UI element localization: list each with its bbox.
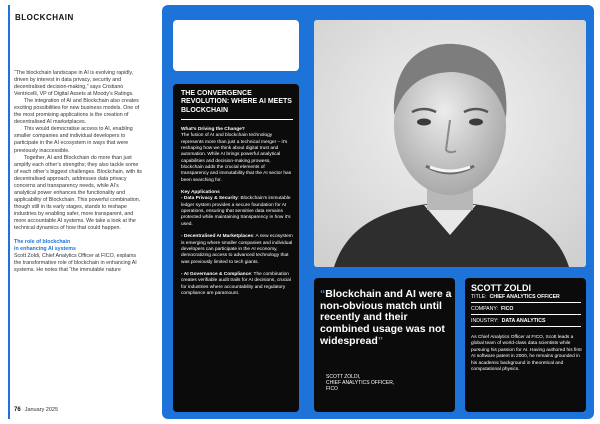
pull-quote	[320, 289, 452, 348]
blank-panel	[173, 20, 299, 71]
sidebar-item-label: - Decentralised AI Marketplaces	[181, 234, 254, 240]
bio-company-row	[471, 305, 581, 315]
sidebar-item-text: : Blockchain’s immutable ledger system provides a secure foundation for AI operations, ensuring that sensitive data remains protected while maintaining transparency in how it’s used.	[181, 196, 291, 227]
article-body	[14, 70, 142, 274]
subheading-line: in enhancing AI systems	[14, 246, 76, 253]
pull-quote-text: Blockchain and AI were a non-obvious match until recently and their combined usage was not widespread	[320, 288, 452, 347]
sidebar-text	[181, 127, 293, 297]
subheading-line: The role of blockchain	[14, 239, 71, 246]
sidebar-heading: Key Applications	[181, 190, 220, 196]
bio-label: TITLE:	[471, 294, 487, 300]
section-label: BLOCKCHAIN	[15, 13, 74, 22]
accent-rule	[8, 5, 10, 419]
sidebar-title: THE CONVERGENCE REVOLUTION: WHERE AI MEETS BLOCKCHAIN	[181, 90, 292, 114]
article-paragraph: “The blockchain landscape in AI is evolving rapidly, driven by interest in data privacy, security and decentralised decision-making,” says Cristiano Ventricelli, VP of Digital Assets at Moody’s Ratings.	[14, 70, 134, 98]
quote-attribution	[326, 374, 394, 392]
bio-industry-row	[471, 317, 581, 327]
article-paragraph: Scott Zoldi, Chief Analytics Officer at FICO, explains the transformative role of blockchain in enhancing AI systems. He notes that “the immutable nature	[14, 253, 137, 274]
bio-value: CHIEF ANALYTICS OFFICER	[489, 294, 560, 300]
sidebar-item	[181, 196, 293, 228]
close-quote-mark: ”	[377, 334, 384, 347]
attribution-company: FICO	[326, 386, 338, 392]
attribution-name: SCOTT ZOLDI,	[326, 374, 361, 380]
sidebar-item	[181, 234, 293, 266]
article-paragraph: This would democratise access to AI, enabling smaller companies and individual developers to participate in the AI ecosystem in ways that were previously inaccessible.	[14, 126, 133, 154]
attribution-role: CHIEF ANALYTICS OFFICER,	[326, 380, 395, 386]
divider	[181, 119, 293, 120]
article-paragraph: Together, AI and Blockchain do more than just amplify each other’s strengths; they also tackle some of each other’s biggest challenges. Blockchain, with its decentralised approach, addresses data privacy concerns and transparency needs, while AI’s analytical power enhances the functionality and applicability of Blockchain. This powerful combination, though still in its early stages, stands to reshape industries by enabling safer, more transparent, and more accountable AI systems. We take a look at the technical dynamics of how that could happen.	[14, 154, 142, 232]
bio-label: COMPANY:	[471, 306, 498, 312]
bio-name: SCOTT ZOLDI	[471, 283, 531, 293]
sidebar-item-text: : The combination creates verifiable audit trails for AI decisions, crucial for industries where accountability and regulatory compliance are paramount.	[181, 271, 291, 296]
open-quote-mark: “	[320, 288, 326, 300]
portrait-illustration	[314, 20, 586, 267]
bio-value: DATA ANALYTICS	[501, 318, 546, 324]
sidebar-paragraph: The fusion of AI and blockchain technology represents more than just a technical merger – it’s reshaping how we think about digital trust and automation. While AI brings powerful analytical capabilities and decision-making prowess, blockchain adds the crucial elements of transparency and immutability that the AI sector has been searching for.	[181, 133, 292, 183]
bio-value: FICO	[501, 306, 514, 312]
bio-label: INDUSTRY:	[471, 318, 499, 324]
article-paragraph: The integration of AI and Blockchain also creates exciting possibilities for new business models. One of the most promising applications is the creation of decentralised AI marketplaces.	[14, 98, 140, 126]
bio-title-row	[471, 293, 581, 303]
bio-text: As Chief Analytics Officer at FICO, Scott leads a global team of world-class data scientists while pursuing his passion for AI. Having authored his first AI software patent in 2000, he remains grounded in his academic background in theoretical and computational physics.	[471, 335, 582, 373]
page-number: 76	[14, 407, 21, 413]
sidebar-item-text: : A new ecosystem is emerging where smaller companies and individual developers can participate in the AI economy, democratizing access to advanced technology that was previously limited to tech giants.	[181, 234, 293, 265]
sidebar-item-label: - AI Governance & Compliance	[181, 271, 251, 277]
portrait-photo	[314, 20, 586, 267]
issue-date: January 2025	[24, 407, 59, 413]
article-subheading	[14, 239, 142, 253]
sidebar-item	[181, 272, 293, 297]
sidebar-item-label: - Data Privacy & Security	[181, 196, 238, 202]
sidebar-heading: What’s Driving the Change?	[181, 127, 245, 132]
page-footer	[14, 407, 58, 413]
